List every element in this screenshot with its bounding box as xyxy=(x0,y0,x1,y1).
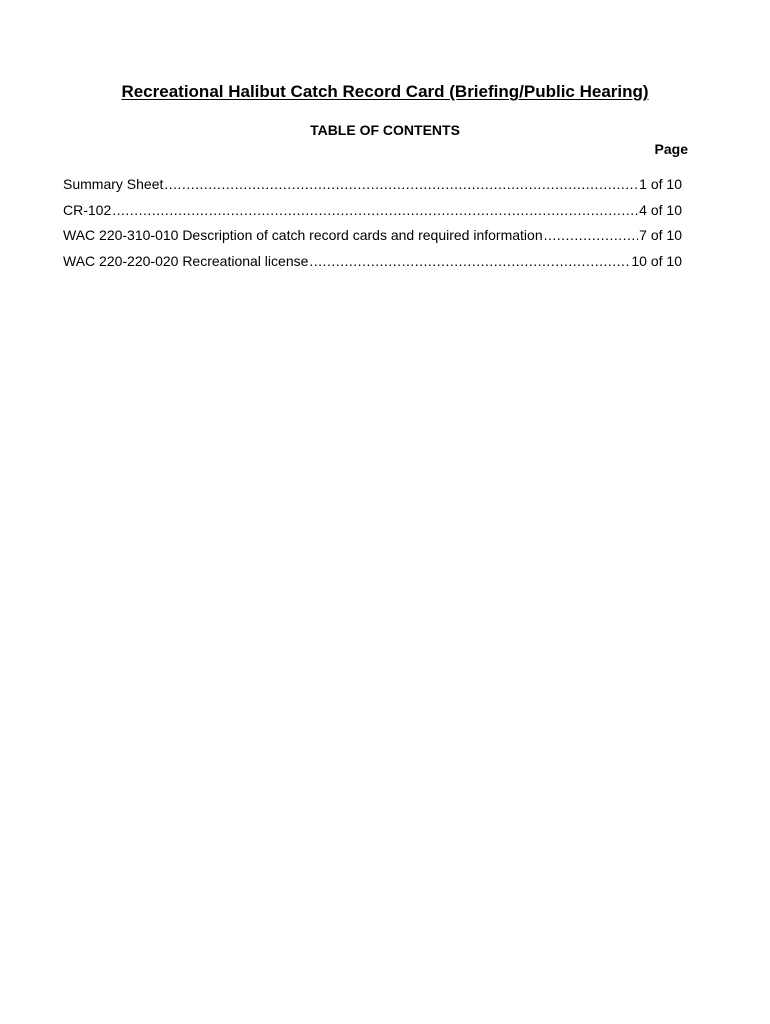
toc-entry xyxy=(63,202,682,228)
toc-entry-text: CR-102 xyxy=(63,201,112,218)
toc-dot-leader xyxy=(309,253,630,269)
toc-entry-text: WAC 220-220-020 Recreational license xyxy=(63,252,309,269)
document-title: Recreational Halibut Catch Record Card (Briefing/Public Hearing) xyxy=(121,82,649,101)
toc-entry-text: Summary Sheet xyxy=(63,176,164,192)
toc-entry-page: 7 of 10 xyxy=(639,227,682,243)
toc-entry-text: WAC 220-310-010 Description of catch record cards and required information xyxy=(63,227,543,243)
page-column-label: Page xyxy=(654,141,688,157)
toc-entry-page: 1 of 10 xyxy=(639,176,682,192)
toc-heading: TABLE OF CONTENTS xyxy=(310,122,460,138)
toc-entry-page: 10 of 10 xyxy=(631,252,682,269)
toc-dot-leader xyxy=(112,202,638,218)
toc-entry xyxy=(63,176,682,202)
toc-dot-leader xyxy=(164,176,638,192)
toc-list xyxy=(63,176,682,278)
toc-entry xyxy=(63,227,682,253)
toc-entry xyxy=(63,253,682,279)
toc-dot-leader xyxy=(544,227,639,243)
toc-entry-page: 4 of 10 xyxy=(639,201,682,218)
